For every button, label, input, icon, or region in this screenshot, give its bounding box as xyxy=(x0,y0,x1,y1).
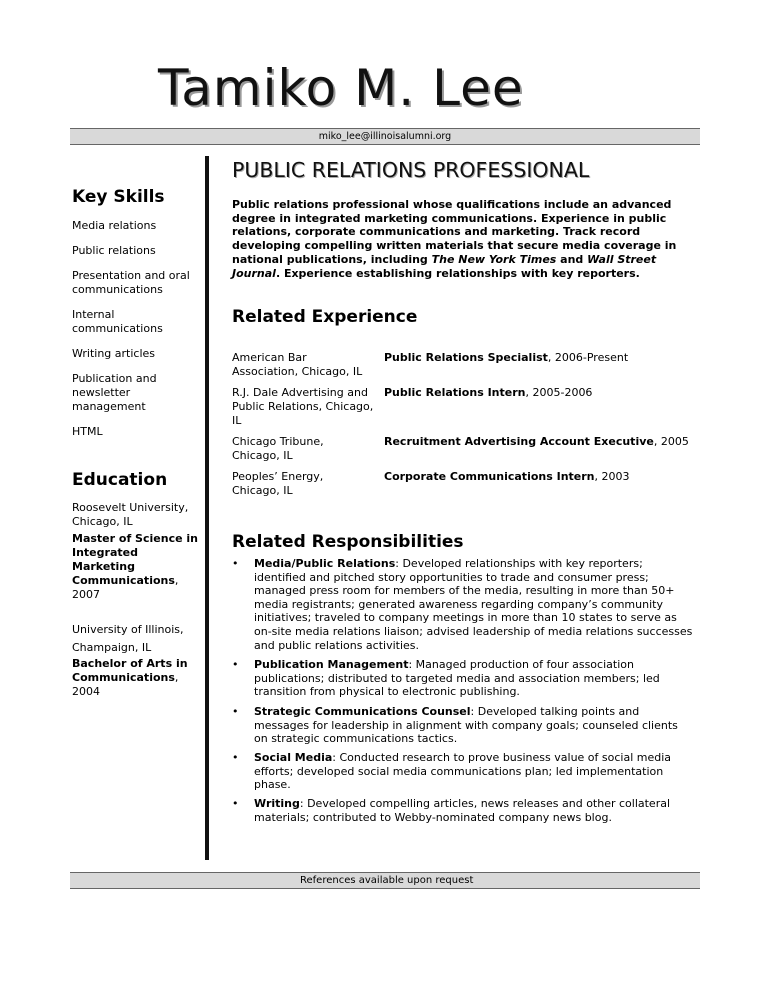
experience-dates: , 2005 xyxy=(653,435,689,448)
skill-item: Presentation and oral communications xyxy=(72,269,190,296)
experience-title-line xyxy=(384,386,704,400)
education-year: , 2004 xyxy=(72,671,179,698)
publication-wsj: Wall Street Journal xyxy=(232,252,657,280)
education-degree-block xyxy=(72,657,197,699)
bullet-glyph: • xyxy=(232,658,239,671)
column-divider xyxy=(205,156,209,860)
summary-text: and xyxy=(556,252,588,266)
education-school: Roosevelt University, Chicago, IL xyxy=(72,501,189,528)
education-degree: Master of Science in Integrated Marketing Communications xyxy=(72,532,198,587)
bullet-glyph: • xyxy=(232,557,239,570)
candidate-name: Tamiko M. Lee xyxy=(158,59,524,117)
email-address: miko_lee@illinoisalumni.org xyxy=(318,131,452,142)
references-note: References available upon request xyxy=(300,875,474,886)
email-bar xyxy=(70,128,700,145)
education-school: University of Illinois, xyxy=(72,623,184,636)
experience-title: Corporate Communications Intern xyxy=(384,470,595,483)
education-degree-block xyxy=(72,532,204,602)
responsibility-label: Media/Public Relations xyxy=(254,557,396,570)
skill-item: Internal communications xyxy=(72,308,163,335)
key-skills-heading: Key Skills xyxy=(72,187,165,207)
experience-title: Recruitment Advertising Account Executive xyxy=(384,435,654,448)
experience-title-line xyxy=(384,470,704,484)
responsibility-label: Social Media xyxy=(254,751,333,764)
responsibility-label: Writing xyxy=(254,797,300,810)
experience-dates: , 2005-2006 xyxy=(525,386,593,399)
skill-item: Public relations xyxy=(72,244,156,257)
experience-dates: , 2003 xyxy=(594,470,630,483)
responsibility-text: : Developed relationships with key reporters; identified and pitched story opportunities to trade and consumer press; managed press room for members of the media, resulting in more than 50+ media registrants; generated awareness regarding company’s community initiatives; traveled to company meetings in more than 10 states to serve as on-site media relations liaison; advised leadership of media relations successes and public relations activities. xyxy=(254,557,693,652)
experience-title-line xyxy=(384,435,704,449)
experience-title-line xyxy=(384,351,704,365)
summary-text: . Experience establishing relationships with key reporters. xyxy=(275,266,640,280)
summary-text: Public relations professional whose qualifications include an advanced degree in integrated marketing communications. Experience in public relations, corporate communications and marketing. Track record developing compelling written materials that secure media coverage in national publications, including xyxy=(232,198,677,266)
education-degree: Bachelor of Arts in Communications xyxy=(72,657,188,684)
bullet-glyph: • xyxy=(232,751,239,764)
skill-item: Publication and newsletter management xyxy=(72,372,157,413)
responsibility-text: : Managed production of four association publications; distributed to targeted media and association members; led transition from physical to electronic publishing. xyxy=(254,658,660,699)
education-heading: Education xyxy=(72,470,168,490)
experience-org: American Bar Association, Chicago, IL xyxy=(232,351,363,378)
bullet-glyph: • xyxy=(232,705,239,718)
experience-heading: Related Experience xyxy=(232,307,418,327)
responsibility-label: Publication Management xyxy=(254,658,409,671)
experience-title: Public Relations Specialist xyxy=(384,351,548,364)
skill-item: HTML xyxy=(72,425,103,438)
experience-org: R.J. Dale Advertising and Public Relations, Chicago, IL xyxy=(232,386,374,427)
responsibilities-heading: Related Responsibilities xyxy=(232,532,464,552)
education-school: Champaign, IL xyxy=(72,641,152,654)
references-bar xyxy=(70,872,700,889)
skill-item: Writing articles xyxy=(72,347,156,360)
responsibility-label: Strategic Communications Counsel xyxy=(254,705,471,718)
responsibility-text: : Conducted research to prove business value of social media efforts; developed social media communications plan; led implementation phase. xyxy=(254,751,672,792)
experience-title: Public Relations Intern xyxy=(384,386,526,399)
summary-paragraph xyxy=(232,198,698,280)
responsibility-text: : Developed talking points and messages for leadership in alignment with company goals; counseled clients on strategic communications tactics. xyxy=(254,705,678,746)
experience-org: Chicago Tribune, Chicago, IL xyxy=(232,435,324,462)
experience-org: Peoples’ Energy, Chicago, IL xyxy=(232,470,324,497)
experience-dates: , 2006-Present xyxy=(547,351,629,364)
publication-nyt: The New York Times xyxy=(431,252,557,266)
responsibility-text: : Developed compelling articles, news releases and other collateral materials; contributed to Webby-nominated company news blog. xyxy=(254,797,671,824)
education-year: , 2007 xyxy=(72,574,179,601)
professional-title: PUBLIC RELATIONS PROFESSIONAL xyxy=(232,158,590,182)
skill-item: Media relations xyxy=(72,219,157,232)
bullet-glyph: • xyxy=(232,797,239,810)
